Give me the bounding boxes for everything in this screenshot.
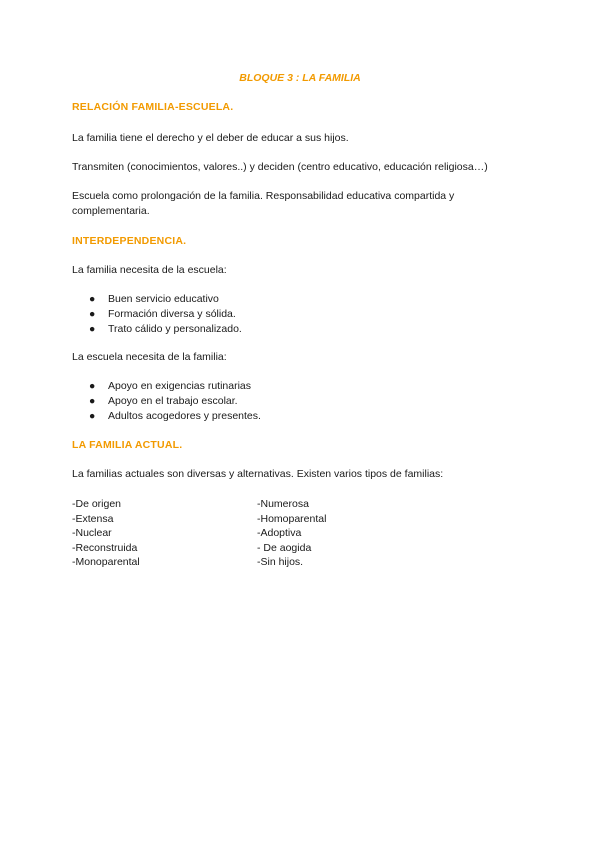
bullet-icon: ● bbox=[89, 395, 96, 407]
family-type: -Adoptiva bbox=[257, 527, 302, 540]
paragraph: La escuela necesita de la familia: bbox=[72, 351, 227, 363]
section-heading-relacion: RELACIÓN FAMILIA-ESCUELA. bbox=[72, 101, 234, 113]
list-item: ● Adultos acogedores y presentes. bbox=[89, 410, 261, 422]
bullet-icon: ● bbox=[89, 380, 96, 392]
paragraph: La familias actuales son diversas y alternativas. Existen varios tipos de familias: bbox=[72, 468, 444, 480]
family-types-row bbox=[72, 555, 528, 570]
list-item: ● Apoyo en exigencias rutinarias bbox=[89, 380, 252, 392]
family-type: -Numerosa bbox=[257, 498, 309, 510]
list-item: ● Trato cálido y personalizado. bbox=[89, 323, 242, 335]
family-types-row bbox=[72, 497, 528, 512]
bullet-list-escuela-necesita bbox=[72, 379, 261, 424]
family-type: -De origen bbox=[72, 498, 122, 510]
bullet-icon: ● bbox=[89, 410, 96, 422]
section-heading-interdependencia: INTERDEPENDENCIA. bbox=[72, 235, 187, 247]
paragraph: La familia necesita de la escuela: bbox=[72, 264, 227, 276]
list-item: ● Formación diversa y sólida. bbox=[89, 308, 236, 320]
bullet-icon: ● bbox=[89, 293, 96, 305]
paragraph: La familia tiene el derecho y el deber de educar a sus hijos. bbox=[72, 132, 349, 144]
document-page bbox=[72, 0, 528, 848]
family-type: -Reconstruida bbox=[72, 541, 138, 554]
list-item: ● Buen servicio educativo bbox=[89, 293, 219, 305]
family-types-table bbox=[72, 497, 528, 570]
family-types-row bbox=[72, 541, 528, 556]
family-type: -Sin hijos. bbox=[257, 556, 304, 569]
family-type: -Homoparental bbox=[257, 512, 327, 525]
list-item: ● Apoyo en el trabajo escolar. bbox=[89, 395, 238, 407]
bullet-list-familia-necesita bbox=[72, 292, 242, 337]
bullet-icon: ● bbox=[89, 308, 96, 320]
family-type: - De aogida bbox=[257, 541, 312, 554]
section-heading-familia-actual: LA FAMILIA ACTUAL. bbox=[72, 439, 183, 451]
family-type: -Extensa bbox=[72, 512, 114, 525]
paragraph: Escuela como prolongación de la familia. Responsabilidad educativa compartida y complementaria. bbox=[72, 190, 455, 217]
paragraph: Transmiten (conocimientos, valores..) y deciden (centro educativo, educación religiosa…) bbox=[72, 161, 488, 173]
bullet-icon: ● bbox=[89, 323, 96, 335]
page-title: BLOQUE 3 : LA FAMILIA bbox=[239, 72, 361, 84]
family-type: -Nuclear bbox=[72, 527, 112, 540]
family-types-row bbox=[72, 526, 528, 541]
family-types-row bbox=[72, 512, 528, 527]
family-type: -Monoparental bbox=[72, 556, 140, 569]
